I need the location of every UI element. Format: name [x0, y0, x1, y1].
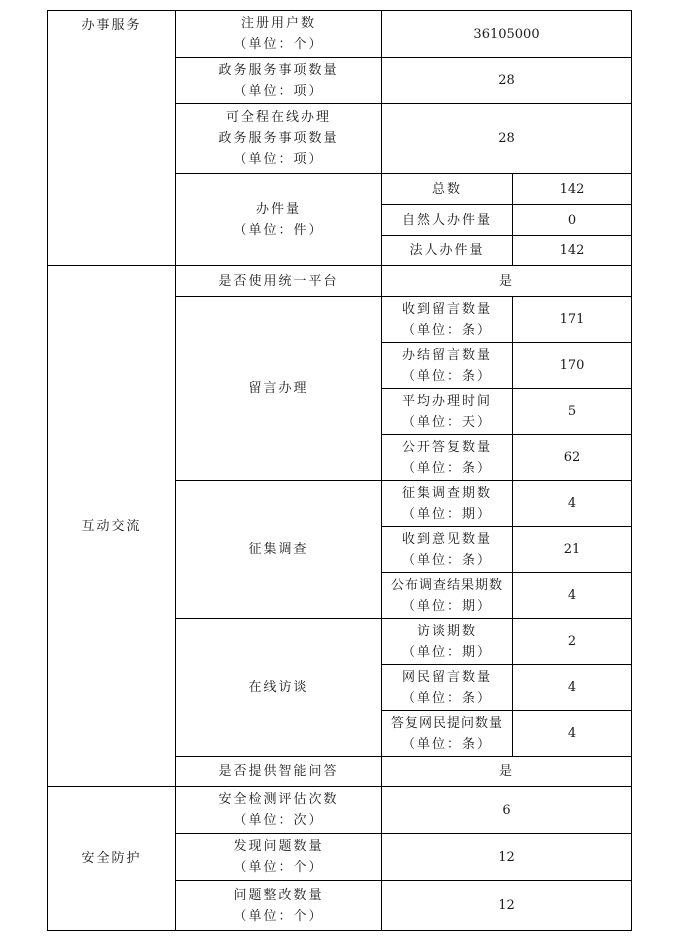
sub-item-name: 征集调查期数 [401, 485, 492, 501]
sub-item-name: 答复网民提问数量 [390, 715, 503, 731]
value-registered-users: 36105000 [382, 11, 632, 58]
sub-item-name: 平均办理时间 [401, 393, 492, 409]
item-unit: （单位：个） [233, 908, 324, 924]
section-label-text: 安全防护 [81, 851, 142, 866]
sub-item-label [382, 435, 513, 481]
section-label-text: 办事服务 [81, 18, 142, 33]
item-name: 注册用户数 [240, 16, 316, 31]
item-name-line2: 政务服务事项数量 [218, 131, 339, 146]
item-name-line1: 可全程在线办理 [225, 110, 331, 125]
sub-item-name: 网民留言数量 [401, 669, 492, 685]
item-security-checks [176, 787, 382, 834]
item-unit: （单位：次） [233, 813, 324, 828]
item-unit: （单位：项） [233, 83, 324, 99]
sub-item-value: 171 [513, 297, 632, 343]
value-online-items: 28 [382, 104, 632, 174]
item-surveys: 征集调查 [176, 481, 382, 619]
report-table [47, 10, 632, 931]
item-service-items [176, 58, 382, 104]
sub-item-label [382, 389, 513, 435]
sub-item-label [382, 573, 513, 619]
sub-item-value: 2 [513, 619, 632, 665]
sub-item-label: 总数 [382, 174, 513, 205]
item-unit: （单位：个） [233, 37, 324, 52]
item-unit: （单位：件） [233, 222, 324, 238]
section-label-service [48, 11, 176, 266]
sub-item-name: 公开答复数量 [401, 439, 492, 455]
item-name: 问题整改数量 [233, 887, 324, 903]
sub-item-label [382, 481, 513, 527]
sub-item-unit: （单位：条） [401, 552, 492, 568]
item-unified-platform: 是否使用统一平台 [176, 266, 382, 297]
item-name: 办件量 [255, 201, 301, 217]
sub-item-unit: （单位：期） [401, 598, 492, 614]
table-row [48, 787, 632, 834]
sub-item-value: 5 [513, 389, 632, 435]
sub-item-label: 自然人办件量 [382, 205, 513, 236]
sub-item-value: 4 [513, 481, 632, 527]
item-smart-qa: 是否提供智能问答 [176, 757, 382, 787]
sub-item-name: 收到留言数量 [401, 301, 492, 317]
value-smart-qa: 是 [382, 757, 632, 787]
sub-item-name: 收到意见数量 [401, 531, 492, 547]
item-name: 发现问题数量 [233, 839, 324, 854]
value-unified-platform: 是 [382, 266, 632, 297]
sub-item-label [382, 619, 513, 665]
sub-item-label [382, 665, 513, 711]
sub-item-value: 62 [513, 435, 632, 481]
sub-item-value: 4 [513, 711, 632, 757]
sub-item-value: 4 [513, 573, 632, 619]
sub-item-label: 法人办件量 [382, 236, 513, 266]
sub-item-name: 公布调查结果期数 [390, 577, 503, 593]
sub-item-unit: （单位：条） [401, 322, 492, 338]
item-issues-found [176, 834, 382, 881]
value-issues-found: 12 [382, 834, 632, 881]
section-label-interaction [48, 266, 176, 787]
sub-item-unit: （单位：条） [401, 368, 492, 384]
sub-item-unit: （单位：天） [401, 414, 492, 430]
item-registered-users [176, 11, 382, 58]
item-interviews: 在线访谈 [176, 619, 382, 757]
item-messages: 留言办理 [176, 297, 382, 481]
table-row [48, 266, 632, 297]
sub-item-label [382, 297, 513, 343]
sub-item-name: 访谈期数 [416, 623, 477, 639]
sub-item-label [382, 527, 513, 573]
sub-item-value: 0 [513, 205, 632, 236]
sub-item-name: 办结留言数量 [401, 347, 492, 363]
sub-item-value: 170 [513, 343, 632, 389]
sub-item-value: 142 [513, 174, 632, 205]
item-name: 政务服务事项数量 [218, 62, 339, 78]
sub-item-unit: （单位：条） [401, 736, 492, 752]
sub-item-unit: （单位：期） [401, 644, 492, 660]
sub-item-unit: （单位：条） [401, 460, 492, 476]
sub-item-label [382, 711, 513, 757]
item-unit: （单位：项） [233, 152, 324, 167]
sub-item-value: 21 [513, 527, 632, 573]
item-cases [176, 174, 382, 266]
sub-item-unit: （单位：期） [401, 506, 492, 522]
value-security-checks: 6 [382, 787, 632, 834]
item-unit: （单位：个） [233, 860, 324, 875]
table-row [48, 11, 632, 58]
sub-item-label [382, 343, 513, 389]
value-issues-fixed: 12 [382, 881, 632, 931]
item-issues-fixed [176, 881, 382, 931]
section-label-security [48, 787, 176, 931]
sub-item-value: 4 [513, 665, 632, 711]
section-label-text: 互动交流 [81, 518, 142, 534]
item-name: 安全检测评估次数 [218, 792, 339, 807]
value-service-items: 28 [382, 58, 632, 104]
item-online-items [176, 104, 382, 174]
sub-item-value: 142 [513, 236, 632, 266]
sub-item-unit: （单位：条） [401, 690, 492, 706]
